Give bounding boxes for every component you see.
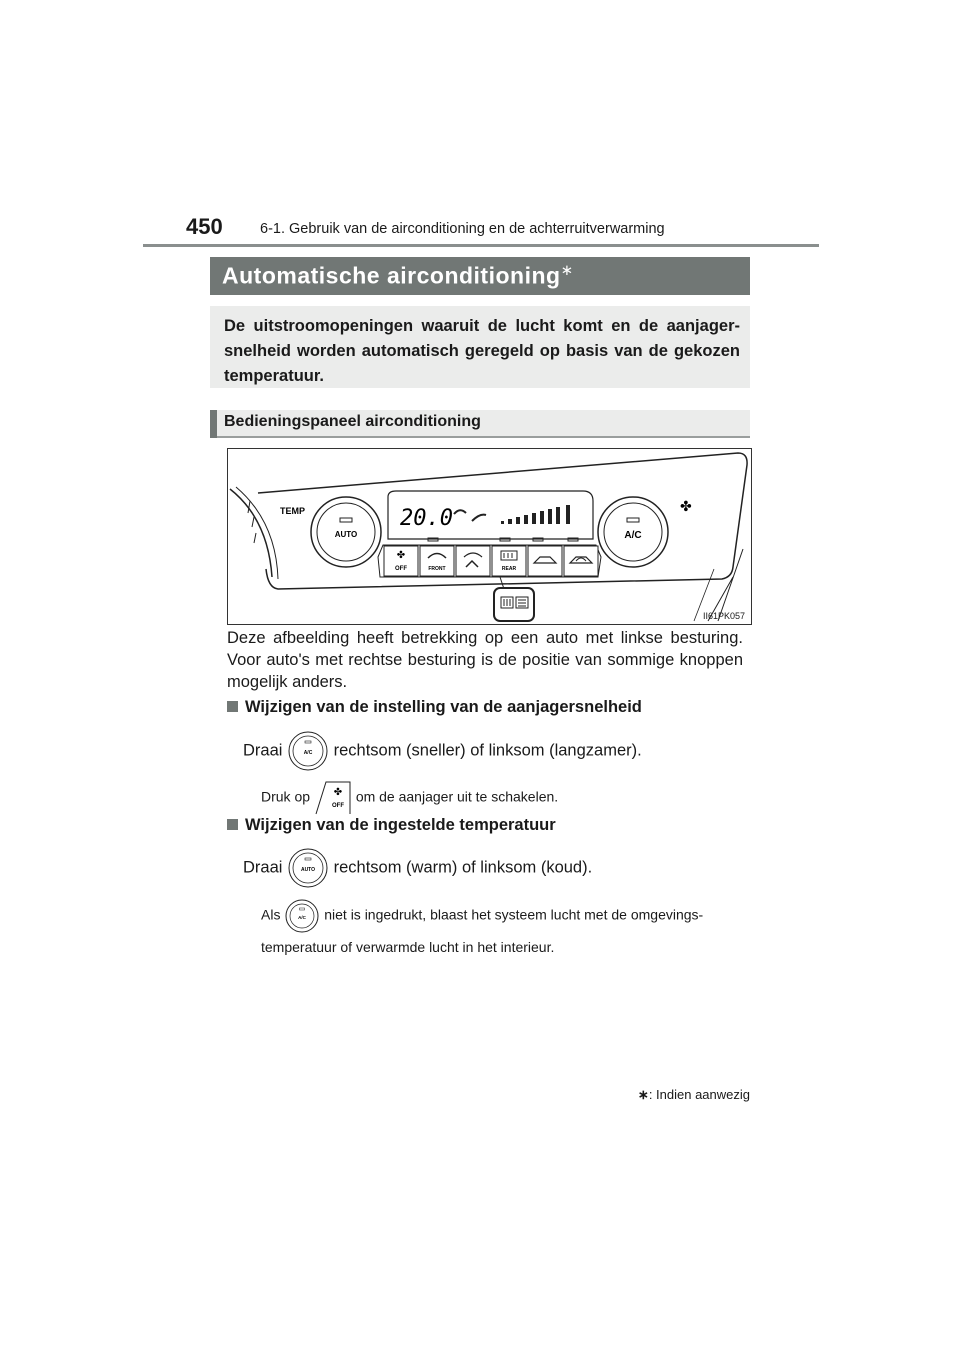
auto-knob-icon	[287, 847, 329, 889]
fan-speed-heading: Wijzigen van de instelling van de aanjagersnelheid	[227, 698, 642, 717]
footnote-text: : Indien aanwezig	[648, 1087, 750, 1102]
footnote-marker: ∗	[637, 1087, 649, 1102]
ac-knob[interactable]	[598, 497, 668, 567]
figure-code: II61PK057	[702, 611, 745, 621]
svg-text:✤: ✤	[396, 550, 406, 561]
auto-knob[interactable]	[311, 497, 381, 567]
control-panel-illustration	[228, 449, 751, 624]
temp-label: TEMP	[280, 506, 306, 516]
bullet-square	[227, 819, 238, 830]
temperature-display: 20.0	[400, 506, 453, 531]
optional-marker: ∗	[560, 262, 574, 279]
temperature-note: Als A/C niet is ingedrukt, blaast het systeem lucht met de omgevings- temperatuur of verwarmde lucht in het interieur.	[261, 898, 745, 960]
front-defrost-button-label: FRONT	[428, 566, 446, 572]
recirculation-button[interactable]	[564, 546, 598, 576]
ac-knob-icon	[287, 730, 329, 772]
control-panel-figure	[227, 448, 752, 625]
svg-text:AUTO: AUTO	[300, 867, 316, 873]
subsection-bar	[210, 410, 750, 438]
figure-caption: Deze afbeelding heeft betrekking op een auto met linkse besturing. Voor auto's met rechtse besturing is de positie van sommige knoppen mogelijk anders.	[227, 629, 743, 691]
callout-defrost-buttons	[494, 588, 534, 621]
chapter-title: 6-1. Gebruik van de airconditioning en de achterruitverwarming	[260, 221, 665, 237]
fan-off-button-label: OFF	[395, 566, 407, 572]
header-divider	[143, 244, 819, 247]
rear-defrost-button[interactable]	[492, 546, 526, 576]
rear-defrost-button-label: REAR	[501, 566, 517, 572]
fan-off-button-icon	[314, 780, 352, 816]
page-number: 450	[186, 214, 223, 239]
svg-text:✤: ✤	[333, 787, 343, 798]
intro-text: De uitstroomopeningen waaruit de lucht komt en de aanjager-snelheid worden automatisch geregeld op basis van de gekozen temperatuur.	[224, 317, 740, 385]
auto-knob-label: AUTO	[334, 530, 358, 539]
fresh-air-button[interactable]	[528, 546, 562, 576]
ac-knob-label: A/C	[624, 530, 642, 541]
fan-off-note: Druk op ✤ OFF om de aanjager uit te schakelen.	[261, 780, 558, 816]
fan-speed-instruction: Draai A/C rechtsom (sneller) of linksom (langzamer).	[243, 730, 642, 772]
ac-knob-small-icon	[284, 898, 320, 934]
button-row	[378, 545, 601, 577]
bullet-square	[227, 701, 238, 712]
airflow-mode-button[interactable]	[456, 546, 490, 576]
subsection-title: Bedieningspaneel airconditioning	[224, 413, 481, 430]
temperature-instruction: Draai AUTO rechtsom (warm) of linksom (koud).	[243, 847, 592, 889]
svg-text:A/C: A/C	[303, 750, 313, 756]
intro-box	[210, 306, 750, 388]
svg-text:OFF: OFF	[331, 803, 344, 809]
fan-off-button[interactable]	[384, 546, 418, 576]
temperature-heading: Wijzigen van de ingestelde temperatuur	[227, 816, 556, 835]
subsection-accent	[210, 410, 217, 438]
fan-icon: ✤	[680, 499, 692, 515]
section-title-bar	[210, 257, 750, 295]
footnote	[638, 1087, 750, 1103]
front-defrost-button[interactable]	[420, 546, 454, 576]
svg-text:A/C: A/C	[298, 915, 307, 920]
section-title: Automatische airconditioning∗	[222, 262, 574, 289]
